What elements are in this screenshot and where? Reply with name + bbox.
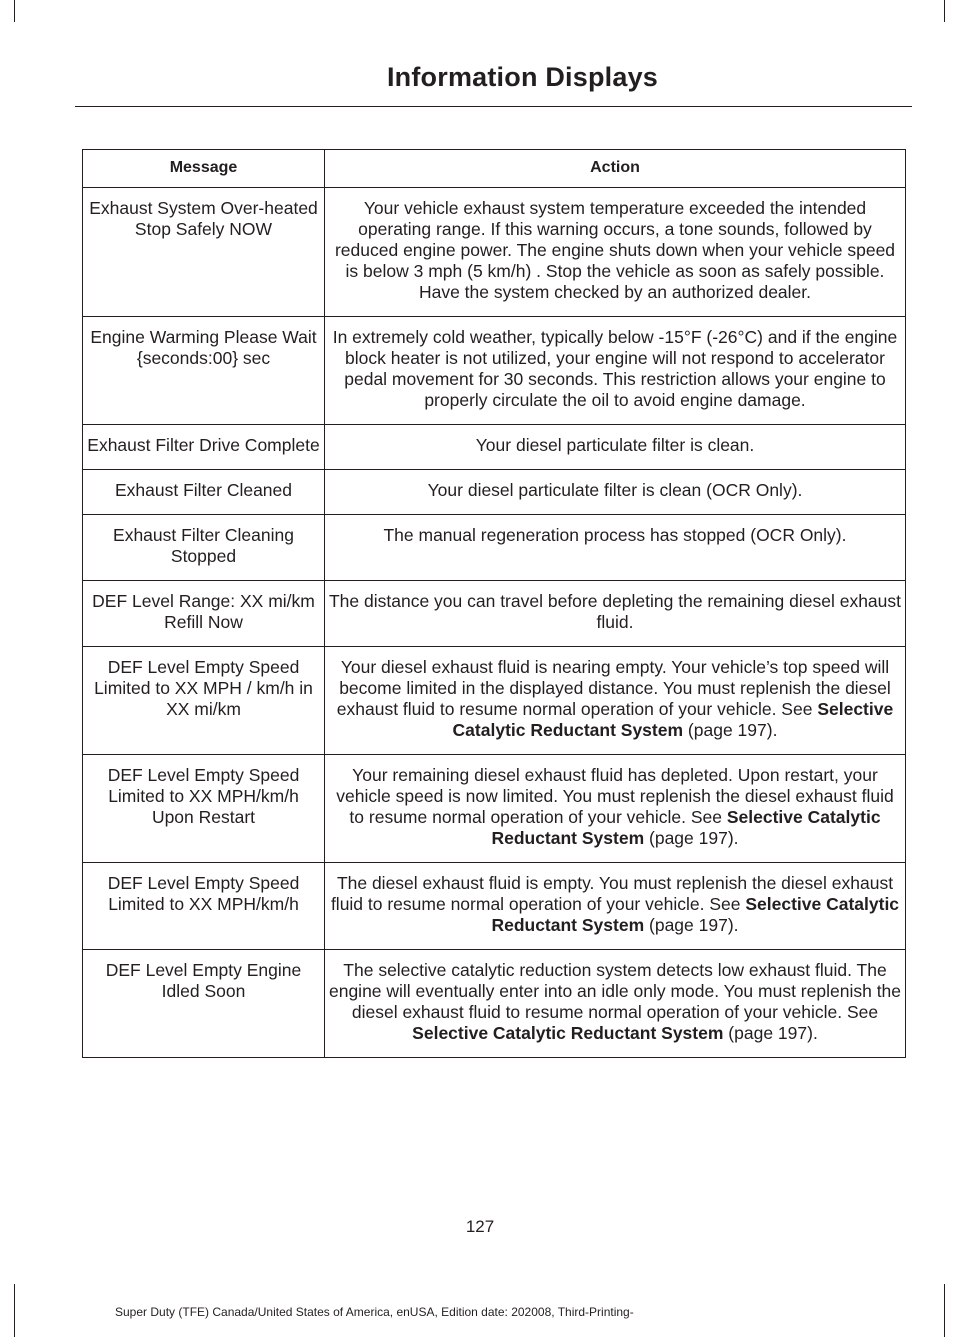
action-cell: The manual regeneration process has stopped (OCR Only).	[325, 515, 906, 581]
message-cell: DEF Level Empty Speed Limited to XX MPH/km/h Upon Restart	[83, 755, 325, 863]
action-cell	[325, 647, 906, 755]
message-cell: Exhaust Filter Drive Complete	[83, 425, 325, 470]
page-reference: (page 197).	[649, 828, 739, 848]
action-cell: Your vehicle exhaust system temperature exceeded the intended operating range. If this warning occurs, a tone sounds, followed by reduced engine power. The engine shuts down when your vehicle speed is below 3 mph (5 km/h) . Stop the vehicle as soon as safely possible. Have the system checked by an authorized dealer.	[325, 188, 906, 317]
title-divider	[75, 106, 912, 107]
page-title: Information Displays	[386, 62, 658, 92]
message-cell: Exhaust System Over-heated Stop Safely NOW	[83, 188, 325, 317]
page-number: 127	[465, 1217, 495, 1236]
action-cell: Your diesel particulate filter is clean (OCR Only).	[325, 470, 906, 515]
action-cell	[325, 755, 906, 863]
footer-edition-info: Super Duty (TFE) Canada/United States of America, enUSA, Edition date: 202008, Third-Printing-	[115, 1305, 634, 1319]
message-cell: Exhaust Filter Cleaning Stopped	[83, 515, 325, 581]
action-cell: In extremely cold weather, typically below -15°F (-26°C) and if the engine block heater is not utilized, your engine will not respond to accelerator pedal movement for 30 seconds. This restriction allows your engine to properly circulate the oil to avoid engine damage.	[325, 317, 906, 425]
crop-mark-top-left	[14, 0, 15, 22]
cross-reference-link[interactable]: Selective Catalytic Reductant System	[491, 807, 881, 848]
table-row	[83, 647, 906, 755]
cross-reference-link[interactable]: Selective Catalytic Reductant System	[491, 894, 900, 935]
message-cell: DEF Level Range: XX mi/km Refill Now	[83, 581, 325, 647]
crop-mark-bottom-right	[944, 1284, 945, 1337]
table-row	[83, 950, 906, 1058]
table-row	[83, 581, 906, 647]
action-text: The diesel exhaust fluid is empty. You must replenish the diesel exhaust fluid to resume normal operation of your vehicle. See	[330, 873, 894, 914]
action-cell	[325, 863, 906, 950]
action-text: Your remaining diesel exhaust fluid has depleted. Upon restart, your vehicle speed is now limited. You must replenish the diesel exhaust fluid to resume normal operation of your vehicle. See	[336, 765, 894, 827]
cross-reference-link[interactable]: Selective Catalytic Reductant System	[452, 699, 894, 740]
cross-reference-link[interactable]: Selective Catalytic Reductant System	[412, 1023, 724, 1043]
action-cell	[325, 950, 906, 1058]
action-text: Your diesel exhaust fluid is nearing empty. Your vehicle’s top speed will become limited in the displayed distance. You must replenish the diesel exhaust fluid to resume normal operation of your vehicle. See	[336, 657, 891, 719]
table-row	[83, 863, 906, 950]
column-header-message: Message	[83, 150, 325, 188]
table-row	[83, 425, 906, 470]
message-cell: Exhaust Filter Cleaned	[83, 470, 325, 515]
action-cell: The distance you can travel before depleting the remaining diesel exhaust fluid.	[325, 581, 906, 647]
page-reference: (page 197).	[728, 1023, 818, 1043]
action-cell: Your diesel particulate filter is clean.	[325, 425, 906, 470]
crop-mark-bottom-left	[14, 1284, 15, 1337]
table-row	[83, 188, 906, 317]
crop-mark-top-right	[944, 0, 945, 22]
message-cell: DEF Level Empty Speed Limited to XX MPH / km/h in XX mi/km	[83, 647, 325, 755]
column-header-action: Action	[325, 150, 906, 188]
table-header-row	[83, 150, 906, 188]
page-reference: (page 197).	[649, 915, 739, 935]
message-cell: DEF Level Empty Engine Idled Soon	[83, 950, 325, 1058]
action-text: The selective catalytic reduction system detects low exhaust fluid. The engine will eventually enter into an idle only mode. You must replenish the diesel exhaust fluid to resume normal operation of your vehicle. See	[328, 960, 902, 1022]
table-row	[83, 317, 906, 425]
message-cell: DEF Level Empty Speed Limited to XX MPH/km/h	[83, 863, 325, 950]
message-cell: Engine Warming Please Wait {seconds:00} sec	[83, 317, 325, 425]
page-reference: (page 197).	[687, 720, 778, 740]
table-row	[83, 515, 906, 581]
message-table	[82, 149, 906, 1058]
table-row	[83, 470, 906, 515]
table-row	[83, 755, 906, 863]
